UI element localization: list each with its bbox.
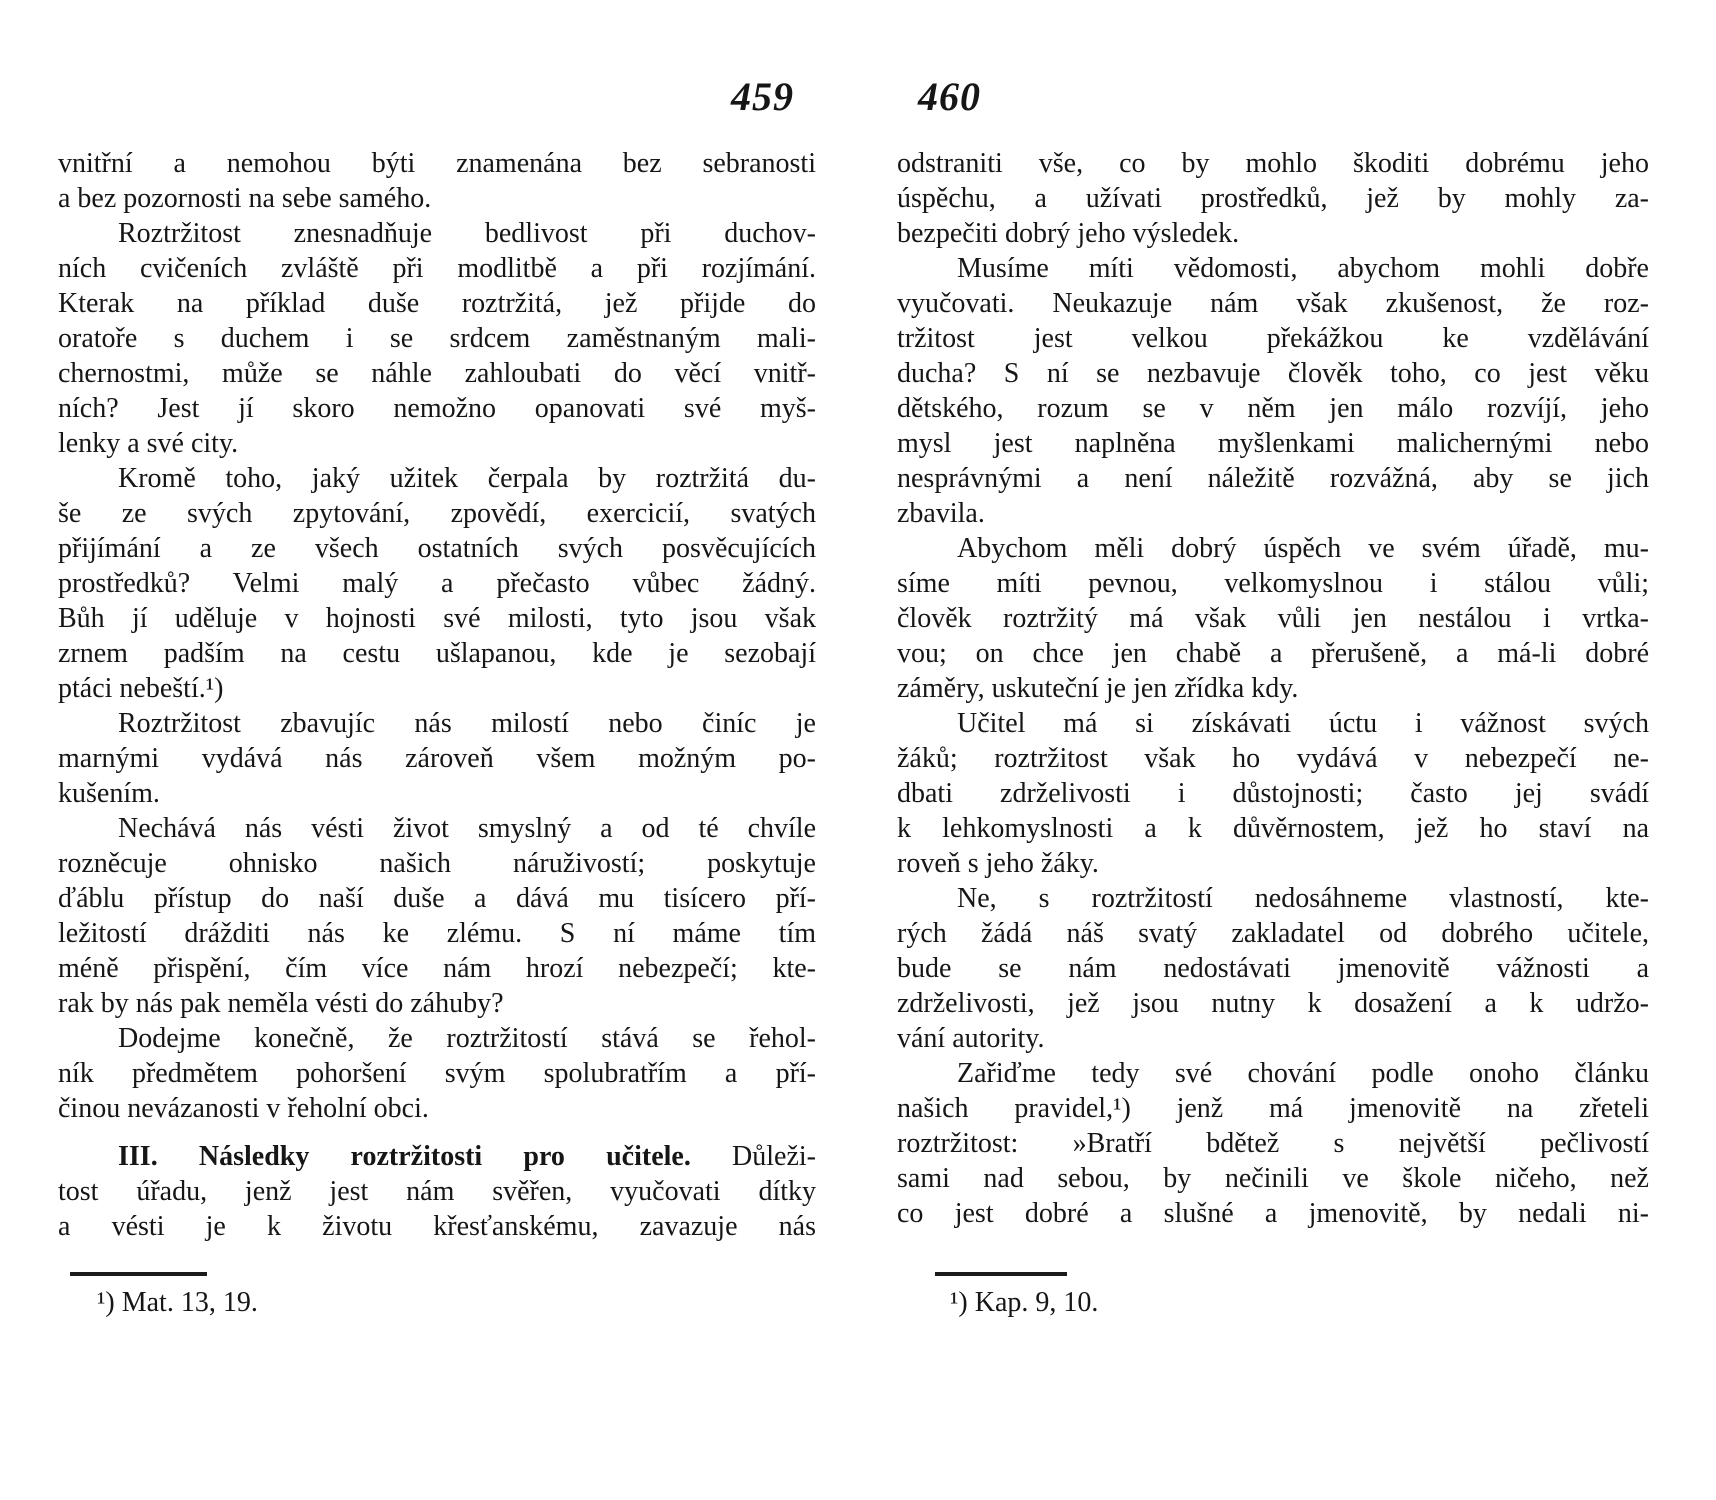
text-line: nesprávnými a není náležitě rozvážná, aby se jich: [897, 463, 1649, 494]
text-line: marnými vydává nás zároveň všem možným po-: [58, 743, 816, 774]
text-line: tost úřadu, jenž jest nám svěřen, vyučovati dítky: [58, 1176, 816, 1207]
text-line: a vésti je k životu křesťanskému, zavazuje nás: [58, 1211, 816, 1242]
text-line: Nechává nás vésti život smyslný a od té chvíle: [118, 813, 816, 844]
page-body-left: [58, 146, 816, 1244]
text-line: méně přispění, čím více nám hrozí nebezpečí; kte-: [58, 953, 816, 984]
text-line: chernostmi, může se náhle zahloubati do věcí vnitř-: [58, 358, 816, 389]
text-line: mysl jest naplněna myšlenkami malichernými nebo: [897, 428, 1649, 459]
text-line: ducha? S ní se nezbavuje člověk toho, co jest věku: [897, 358, 1649, 389]
page-number-right: 460: [918, 74, 981, 119]
text-line: Roztržitost zbavujíc nás milostí nebo činíc je: [118, 708, 816, 739]
paragraph: [897, 251, 1649, 531]
paragraph: [897, 706, 1649, 881]
text-line: záměry, uskuteční je jen zřídka kdy.: [897, 673, 1299, 704]
text-line: vání autority.: [897, 1023, 1045, 1054]
paragraph: [58, 1021, 816, 1126]
paragraph: [58, 461, 816, 706]
text-line: lenky a své city.: [58, 428, 239, 459]
text-line: dětského, rozum se v něm jen málo rozvíjí, jeho: [897, 393, 1649, 424]
footnote-rule-right: [935, 1272, 1067, 1276]
text-line: Kterak na příklad duše roztržitá, jež přijde do: [58, 288, 816, 319]
paragraph: [897, 881, 1649, 1056]
text-line: vnitřní a nemohou býti znamenána bez sebranosti: [58, 148, 816, 179]
text-line: ptáci nebeští.¹): [58, 673, 224, 704]
text-line: tržitost jest velkou překážkou ke vzdělávání: [897, 323, 1649, 354]
text-line: Dodejme konečně, že roztržitostí stává se řehol-: [118, 1023, 816, 1054]
text-line: činou nevázanosti v řeholní obci.: [58, 1093, 429, 1124]
text-line: rozněcuje ohnisko našich náruživostí; poskytuje: [58, 848, 816, 879]
text-line: ležitostí drážditi nás ke zlému. S ní máme tím: [58, 918, 816, 949]
paragraph: [897, 531, 1649, 706]
page-number-left: 459: [731, 74, 794, 119]
text-line: rých žádá náš svatý zakladatel od dobrého učitele,: [897, 918, 1649, 949]
text-line: bude se nám nedostávati jmenovitě vážnosti a: [897, 953, 1649, 984]
text-line: přijímání a ze všech ostatních svých posvěcujících: [58, 533, 816, 564]
text-line: kušením.: [58, 778, 160, 809]
text-line: zrnem padším na cestu ušlapanou, kde je sezobají: [58, 638, 816, 669]
paragraph: [58, 216, 816, 461]
footnote-right: ¹) Kap. 9, 10.: [950, 1287, 1099, 1318]
text-line: Zařiďme tedy své chování podle onoho článku: [957, 1058, 1649, 1089]
text-line: dbati zdrželivosti i důstojnosti; často jej svádí: [897, 778, 1649, 809]
text-line: k lehkomyslnosti a k důvěrnostem, jež ho staví na: [897, 813, 1649, 844]
text-line: ních cvičeních zvláště při modlitbě a při rozjímání.: [58, 253, 816, 284]
text-line: Bůh jí uděluje v hojnosti své milosti, tyto jsou však: [58, 603, 816, 634]
footnote-rule-left: [70, 1272, 207, 1276]
page-body-right: [897, 146, 1649, 1231]
paragraph: [897, 146, 1649, 251]
paragraph: [58, 706, 816, 811]
paragraph: [58, 811, 816, 1021]
text-line: co jest dobré a slušné a jmenovitě, by nedali ni-: [897, 1198, 1649, 1229]
text-line: člověk roztržitý má však vůli jen nestálou i vrtka-: [897, 603, 1649, 634]
text-line: še ze svých zpytování, zpovědí, exercicií, svatých: [58, 498, 816, 529]
text-line: ník předmětem pohoršení svým spolubratřím a pří-: [58, 1058, 816, 1089]
text-line: Učitel má si získávati úctu i vážnost svých: [957, 708, 1649, 739]
text-line: III. Následky roztržitosti pro učitele. Důleži-: [118, 1141, 816, 1172]
text-line: oratoře s duchem i se srdcem zaměstnaným mali-: [58, 323, 816, 354]
text-line: Kromě toho, jaký užitek čerpala by roztržitá du-: [118, 463, 816, 494]
text-line: roztržitost: »Bratří bdětež s největší pečlivostí: [897, 1128, 1649, 1159]
text-line: našich pravidel,¹) jenž má jmenovitě na zřeteli: [897, 1093, 1649, 1124]
section-heading: III. Následky roztržitosti pro učitele.: [118, 1141, 691, 1172]
text-line: roveň s jeho žáky.: [897, 848, 1099, 879]
paragraph: [897, 1056, 1649, 1231]
page-left: [58, 0, 816, 1500]
text-line: prostředků? Velmi malý a přečasto vůbec žádný.: [58, 568, 816, 599]
paragraph: [58, 1139, 816, 1244]
paragraph: [58, 146, 816, 216]
text-line: žáků; roztržitost však ho vydává v nebezpečí ne-: [897, 743, 1649, 774]
footnote-left: ¹) Mat. 13, 19.: [97, 1287, 258, 1318]
text-line: vyučovati. Neukazuje nám však zkušenost, že roz-: [897, 288, 1649, 319]
text-line: bezpečiti dobrý jeho výsledek.: [897, 218, 1240, 249]
text-line: vou; on chce jen chabě a přerušeně, a má-li dobré: [897, 638, 1649, 669]
text-line: úspěchu, a užívati prostředků, jež by mohly za-: [897, 183, 1649, 214]
text-line: zdrželivosti, jež jsou nutny k dosažení a k udržo-: [897, 988, 1649, 1019]
text-line: rak by nás pak neměla vésti do záhuby?: [58, 988, 504, 1019]
text-line: a bez pozornosti na sebe samého.: [58, 183, 432, 214]
text-line: Musíme míti vědomosti, abychom mohli dobře: [957, 253, 1649, 284]
text-line: Abychom měli dobrý úspěch ve svém úřadě, mu-: [957, 533, 1649, 564]
text-line: ďáblu přístup do naší duše a dává mu tisícero pří-: [58, 883, 816, 914]
text-line: Roztržitost znesnadňuje bedlivost při duchov-: [118, 218, 816, 249]
text-line: ních? Jest jí skoro nemožno opanovati své myš-: [58, 393, 816, 424]
text-line: Ne, s roztržitostí nedosáhneme vlastností, kte-: [957, 883, 1649, 914]
text-line: síme míti pevnou, velkomyslnou i stálou vůli;: [897, 568, 1649, 599]
page-right: [897, 0, 1649, 1500]
text-line: zbavila.: [897, 498, 985, 529]
text-line: sami nad sebou, by nečinili ve škole ničeho, než: [897, 1163, 1649, 1194]
text-line: odstraniti vše, co by mohlo škoditi dobrému jeho: [897, 148, 1649, 179]
